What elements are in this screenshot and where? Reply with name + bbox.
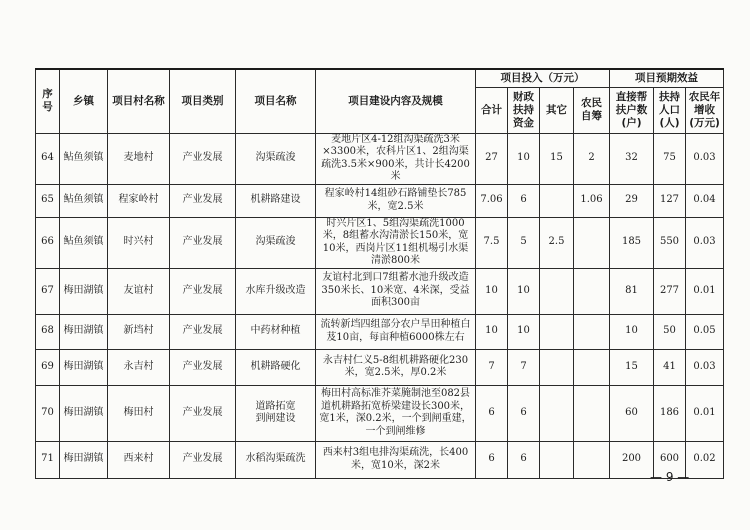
cell-content: 程家岭村14组砂石路铺垫长785米，宽2.5米 bbox=[316, 184, 476, 217]
cell-content: 西来村3组电排沟渠疏洗，长400米，宽10米，深2米 bbox=[316, 441, 476, 478]
cell-village: 新垱村 bbox=[108, 314, 170, 349]
cell-fiscal: 5 bbox=[508, 217, 540, 268]
cell-town: 梅田湖镇 bbox=[60, 385, 108, 441]
header-total: 合计 bbox=[476, 87, 508, 133]
cell-income: 0.02 bbox=[686, 441, 724, 478]
cell-category: 产业发展 bbox=[170, 441, 236, 478]
cell-fiscal: 10 bbox=[508, 314, 540, 349]
cell-other bbox=[540, 385, 574, 441]
cell-other bbox=[540, 314, 574, 349]
cell-town: 梅田湖镇 bbox=[60, 268, 108, 314]
cell-village: 梅田村 bbox=[108, 385, 170, 441]
cell-name: 水稻沟渠疏洗 bbox=[236, 441, 316, 478]
cell-population: 41 bbox=[654, 349, 686, 385]
cell-population: 600 bbox=[654, 441, 686, 478]
cell-farmer bbox=[574, 268, 610, 314]
header-investment: 项目投入（万元） bbox=[476, 69, 610, 87]
cell-village: 时兴村 bbox=[108, 217, 170, 268]
cell-village: 友谊村 bbox=[108, 268, 170, 314]
cell-farmer: 2 bbox=[574, 133, 610, 184]
header-population: 扶持人口(人) bbox=[654, 87, 686, 133]
cell-total: 10 bbox=[476, 268, 508, 314]
cell-name: 道路拓宽 到闸建设 bbox=[236, 385, 316, 441]
cell-name: 水库升级改造 bbox=[236, 268, 316, 314]
table-row bbox=[36, 385, 724, 441]
cell-fiscal: 6 bbox=[508, 184, 540, 217]
cell-content: 时兴片区1、5组沟渠疏洗1000米，8组蓄水沟清淤长150米，宽10米，西岗片区11组机埸引水渠清淤800米 bbox=[316, 217, 476, 268]
cell-content: 梅田村高标准芥菜腌制池至082县道机耕路拓宽桥梁建设长300米，宽1米，深0.2米，一个到闸重建，一个到闸维修 bbox=[316, 385, 476, 441]
cell-name: 机耕路硬化 bbox=[236, 349, 316, 385]
table-row bbox=[36, 349, 724, 385]
cell-town: 梅田湖镇 bbox=[60, 349, 108, 385]
cell-town: 鲇鱼须镇 bbox=[60, 184, 108, 217]
cell-village: 程家岭村 bbox=[108, 184, 170, 217]
cell-fiscal: 10 bbox=[508, 268, 540, 314]
cell-seq: 69 bbox=[36, 349, 60, 385]
cell-fiscal: 10 bbox=[508, 133, 540, 184]
cell-households: 10 bbox=[610, 314, 654, 349]
cell-content: 麦地片区4-12组沟渠疏洗3米×3300米，农科片区1、2组沟渠疏洗3.5米×900米，共计长4200米 bbox=[316, 133, 476, 184]
cell-income: 0.03 bbox=[686, 217, 724, 268]
cell-other bbox=[540, 268, 574, 314]
cell-category: 产业发展 bbox=[170, 217, 236, 268]
cell-income: 0.01 bbox=[686, 385, 724, 441]
table-row bbox=[36, 268, 724, 314]
cell-category: 产业发展 bbox=[170, 184, 236, 217]
cell-seq: 65 bbox=[36, 184, 60, 217]
table-row bbox=[36, 314, 724, 349]
cell-households: 185 bbox=[610, 217, 654, 268]
cell-farmer bbox=[574, 441, 610, 478]
header-seq: 序号 bbox=[36, 69, 60, 133]
cell-category: 产业发展 bbox=[170, 314, 236, 349]
cell-total: 6 bbox=[476, 385, 508, 441]
cell-households: 15 bbox=[610, 349, 654, 385]
cell-households: 200 bbox=[610, 441, 654, 478]
header-fiscal: 财政扶持资金 bbox=[508, 87, 540, 133]
cell-name: 中药材种植 bbox=[236, 314, 316, 349]
header-farmer: 农民自筹 bbox=[574, 87, 610, 133]
cell-fiscal: 6 bbox=[508, 385, 540, 441]
cell-population: 75 bbox=[654, 133, 686, 184]
cell-other: 15 bbox=[540, 133, 574, 184]
cell-category: 产业发展 bbox=[170, 133, 236, 184]
cell-total: 7.06 bbox=[476, 184, 508, 217]
header-name: 项目名称 bbox=[236, 69, 316, 133]
cell-content: 流转新垱四组部分农户旱田种植白芨10亩，每亩种植6000株左右 bbox=[316, 314, 476, 349]
cell-village: 永吉村 bbox=[108, 349, 170, 385]
cell-farmer bbox=[574, 217, 610, 268]
cell-farmer bbox=[574, 349, 610, 385]
table-row bbox=[36, 133, 724, 184]
table-row bbox=[36, 441, 724, 478]
cell-town: 鲇鱼须镇 bbox=[60, 133, 108, 184]
header-content: 项目建设内容及规模 bbox=[316, 69, 476, 133]
table-row bbox=[36, 184, 724, 217]
header-households: 直接帮扶户数(户) bbox=[610, 87, 654, 133]
cell-town: 鲇鱼须镇 bbox=[60, 217, 108, 268]
cell-seq: 66 bbox=[36, 217, 60, 268]
cell-village: 西来村 bbox=[108, 441, 170, 478]
cell-population: 127 bbox=[654, 184, 686, 217]
cell-name: 机耕路建设 bbox=[236, 184, 316, 217]
cell-category: 产业发展 bbox=[170, 349, 236, 385]
cell-village: 麦地村 bbox=[108, 133, 170, 184]
cell-other bbox=[540, 441, 574, 478]
cell-population: 550 bbox=[654, 217, 686, 268]
cell-category: 产业发展 bbox=[170, 268, 236, 314]
header-category: 项目类别 bbox=[170, 69, 236, 133]
cell-income: 0.04 bbox=[686, 184, 724, 217]
cell-category: 产业发展 bbox=[170, 385, 236, 441]
cell-income: 0.05 bbox=[686, 314, 724, 349]
cell-seq: 71 bbox=[36, 441, 60, 478]
cell-total: 27 bbox=[476, 133, 508, 184]
page-number: — 9 — bbox=[650, 470, 690, 484]
cell-population: 50 bbox=[654, 314, 686, 349]
cell-population: 186 bbox=[654, 385, 686, 441]
header-income: 农民年增收(万元) bbox=[686, 87, 724, 133]
header-other: 其它 bbox=[540, 87, 574, 133]
cell-income: 0.03 bbox=[686, 133, 724, 184]
cell-income: 0.03 bbox=[686, 349, 724, 385]
cell-farmer: 1.06 bbox=[574, 184, 610, 217]
cell-total: 7 bbox=[476, 349, 508, 385]
cell-town: 梅田湖镇 bbox=[60, 441, 108, 478]
cell-content: 友谊村北到口7组蓄水池升级改造350米长、10米宽、4米深，受益面积300亩 bbox=[316, 268, 476, 314]
cell-fiscal: 7 bbox=[508, 349, 540, 385]
cell-seq: 64 bbox=[36, 133, 60, 184]
cell-total: 7.5 bbox=[476, 217, 508, 268]
cell-seq: 67 bbox=[36, 268, 60, 314]
table-row bbox=[36, 217, 724, 268]
cell-name: 沟渠疏浚 bbox=[236, 217, 316, 268]
header-benefit: 项目预期效益 bbox=[610, 69, 724, 87]
cell-farmer bbox=[574, 385, 610, 441]
header-town: 乡镇 bbox=[60, 69, 108, 133]
cell-total: 10 bbox=[476, 314, 508, 349]
cell-seq: 68 bbox=[36, 314, 60, 349]
cell-households: 81 bbox=[610, 268, 654, 314]
cell-income: 0.01 bbox=[686, 268, 724, 314]
cell-other bbox=[540, 349, 574, 385]
project-table bbox=[35, 68, 724, 479]
cell-seq: 70 bbox=[36, 385, 60, 441]
cell-name: 沟渠疏浚 bbox=[236, 133, 316, 184]
cell-other bbox=[540, 184, 574, 217]
cell-farmer bbox=[574, 314, 610, 349]
header-village: 项目村名称 bbox=[108, 69, 170, 133]
cell-fiscal: 6 bbox=[508, 441, 540, 478]
cell-town: 梅田湖镇 bbox=[60, 314, 108, 349]
cell-households: 29 bbox=[610, 184, 654, 217]
cell-population: 277 bbox=[654, 268, 686, 314]
cell-households: 32 bbox=[610, 133, 654, 184]
cell-total: 6 bbox=[476, 441, 508, 478]
cell-households: 60 bbox=[610, 385, 654, 441]
cell-content: 永吉村仁义5-8组机耕路硬化230米，宽2.5米，厚0.2米 bbox=[316, 349, 476, 385]
cell-other: 2.5 bbox=[540, 217, 574, 268]
